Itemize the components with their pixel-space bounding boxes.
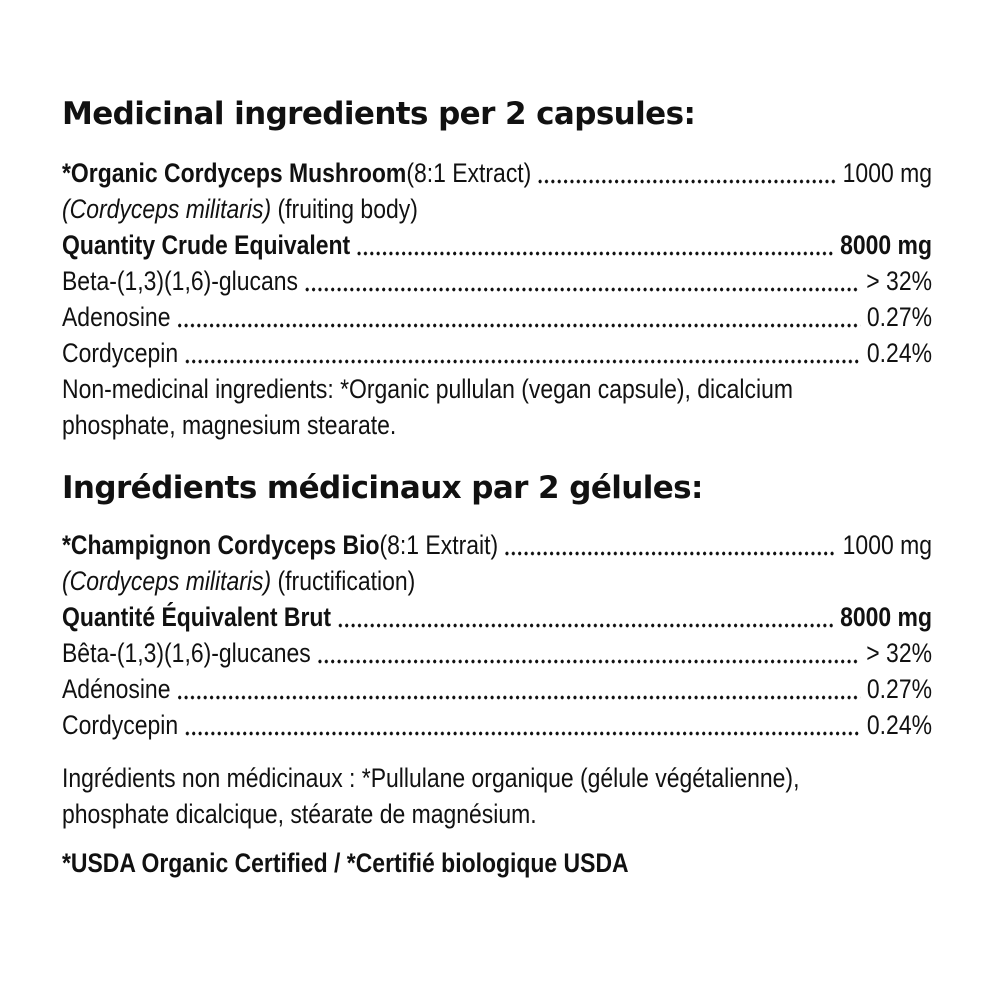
ingredient-row-cordyceps-en xyxy=(62,155,932,191)
crude-equivalent-amount: 8000 mg xyxy=(840,230,932,260)
ingredient-extract-ratio: (8:1 Extrait) xyxy=(379,530,499,560)
species-line-en xyxy=(62,191,932,227)
section-french xyxy=(62,470,932,832)
dot-leader xyxy=(305,287,860,292)
beta-glucans-label: Beta-(1,3)(1,6)-glucans xyxy=(62,266,298,296)
non-medicinal-fr-line1: Ingrédients non médicinaux : *Pullulane organique (gélule végétalienne), xyxy=(62,763,800,793)
plant-part: (fruiting body) xyxy=(277,194,418,224)
non-medicinal-en-line2: phosphate, magnesium stearate. xyxy=(62,410,397,440)
crude-equivalent-label: Quantity Crude Equivalent xyxy=(62,230,351,260)
crude-equivalent-amount: 8000 mg xyxy=(840,602,932,632)
cordycepin-amount: 0.24% xyxy=(866,710,932,740)
beta-glucans-row-en xyxy=(62,263,932,299)
dot-leader xyxy=(357,251,833,256)
adenosine-amount: 0.27% xyxy=(866,302,932,332)
dot-leader xyxy=(538,179,836,184)
cordycepin-label: Cordycepin xyxy=(62,338,179,368)
non-medicinal-fr-line2: phosphate dicalcique, stéarate de magnésium. xyxy=(62,799,537,829)
beta-glucans-label: Bêta-(1,3)(1,6)-glucanes xyxy=(62,638,311,668)
beta-glucans-row-fr xyxy=(62,635,932,671)
ingredient-name: *Champignon Cordyceps Bio xyxy=(62,530,380,560)
adenosine-row-en xyxy=(62,299,932,335)
usda-certification-note: *USDA Organic Certified / *Certifié biologique USDA xyxy=(62,848,629,878)
dot-leader xyxy=(185,731,860,736)
adenosine-label: Adénosine xyxy=(62,674,171,704)
ingredient-amount: 1000 mg xyxy=(842,158,932,188)
non-medicinal-en-line1: Non-medicinal ingredients: *Organic pullulan (vegan capsule), dicalcium xyxy=(62,374,793,404)
dot-leader xyxy=(185,359,860,364)
section-english xyxy=(62,96,932,443)
dot-leader xyxy=(177,323,860,328)
dot-leader xyxy=(338,623,833,628)
adenosine-row-fr xyxy=(62,671,932,707)
ingredient-name: *Organic Cordyceps Mushroom xyxy=(62,158,407,188)
adenosine-amount: 0.27% xyxy=(866,674,932,704)
crude-equivalent-row-fr xyxy=(62,599,932,635)
heading-english: Medicinal ingredients per 2 capsules: xyxy=(62,96,696,132)
crude-equivalent-row-en xyxy=(62,227,932,263)
dot-leader xyxy=(177,695,860,700)
heading-french: Ingrédients médicinaux par 2 gélules: xyxy=(62,470,703,506)
adenosine-label: Adenosine xyxy=(62,302,171,332)
ingredient-row-cordyceps-fr xyxy=(62,527,932,563)
beta-glucans-amount: > 32% xyxy=(866,266,932,296)
beta-glucans-amount: > 32% xyxy=(866,638,932,668)
cordycepin-label: Cordycepin xyxy=(62,710,179,740)
cordycepin-row-fr xyxy=(62,707,932,743)
crude-equivalent-label: Quantité Équivalent Brut xyxy=(62,602,332,632)
ingredient-extract-ratio: (8:1 Extract) xyxy=(406,158,532,188)
plant-part: (fructification) xyxy=(277,566,416,596)
cordycepin-row-en xyxy=(62,335,932,371)
latin-name: (Cordyceps militaris) xyxy=(62,566,272,596)
ingredient-amount: 1000 mg xyxy=(842,530,932,560)
latin-name: (Cordyceps militaris) xyxy=(62,194,272,224)
species-line-fr xyxy=(62,563,932,599)
dot-leader xyxy=(505,551,836,556)
dot-leader xyxy=(318,659,860,664)
cordycepin-amount: 0.24% xyxy=(866,338,932,368)
